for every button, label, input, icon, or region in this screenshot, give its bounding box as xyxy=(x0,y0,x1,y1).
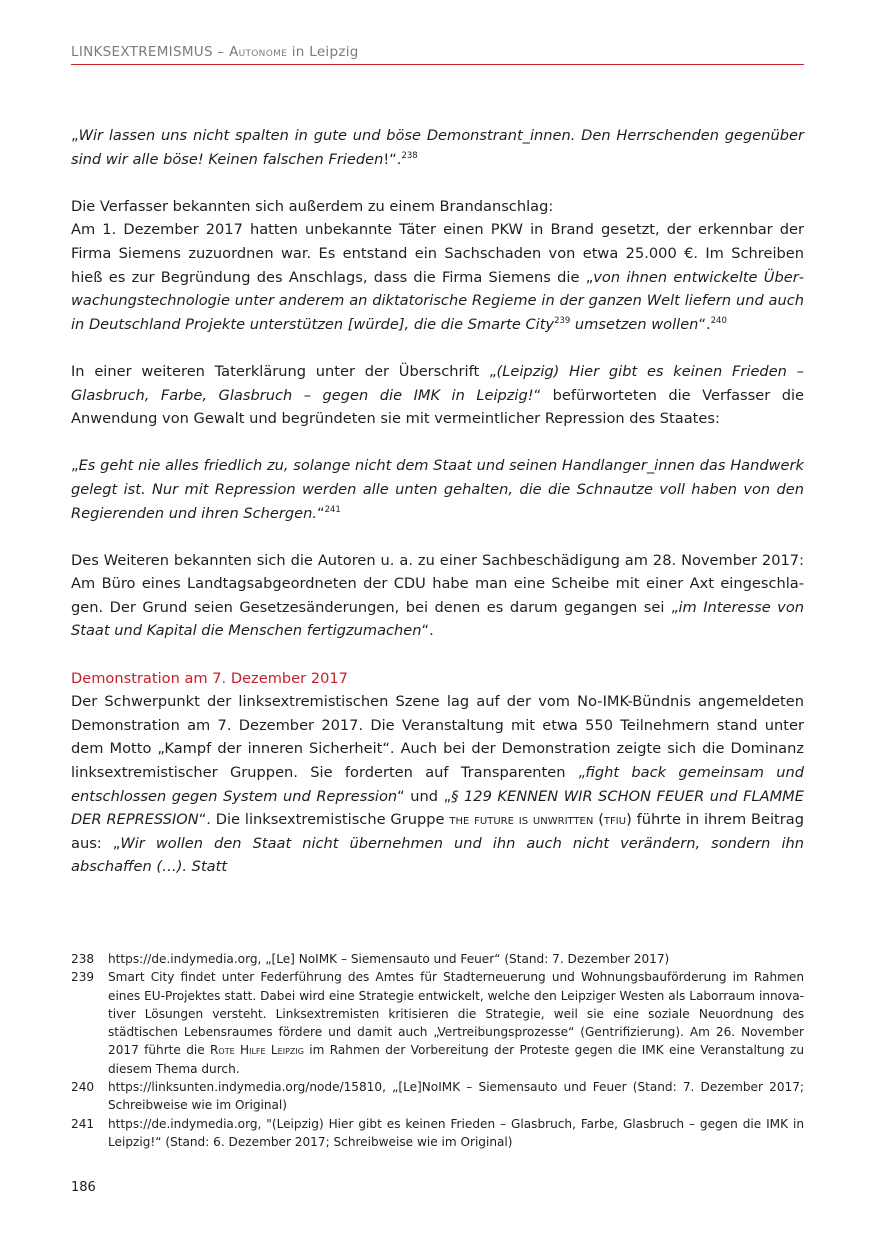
footnote-number: 241 xyxy=(71,1116,95,1131)
footnote-238 xyxy=(71,950,804,968)
quote-text: Wir lassen uns nicht spalten in gute und böse Demonstrant_innen. Den Herrschenden gegenüber sind wir alle böse! Keinen falschen Frieden xyxy=(71,127,804,168)
footnote-ref-240[interactable]: 240 xyxy=(710,315,727,326)
header-title-sep: – xyxy=(212,44,230,60)
footnote-241 xyxy=(71,1115,804,1152)
quote-text: von ihnen entwickelte Überwachungstechnologie unter anderem an diktatorische Regieme in der ganzen Welt liefern und auch in Deutschland Projekte unterstützen [würde], die die Smarte City xyxy=(71,268,804,333)
footnote-ref-239[interactable]: 239 xyxy=(554,315,571,326)
quote-text: Es geht nie alles friedlich zu, solange nicht dem Staat und seinen Handlanger_innen das Handwerk gelegt ist. Nur mit Repression werden alle unten gehalten, die die Schnautze voll haben von den Regierenden und ihren Schergen. xyxy=(71,457,804,522)
page-number: 186 xyxy=(71,1180,96,1195)
quote-text: umsetzen wollen xyxy=(570,315,699,333)
footnote-text: https://de.indymedia.org, „[Le] NoIMK – Siemensauto und Feuer“ (Stand: 7. Dezember 2017) xyxy=(108,952,670,966)
quote-text: § 129 KENNEN WIR SCHON FEUER und FLAMME DER REPRESSION xyxy=(71,787,804,829)
header-title-rest: in Leipzig xyxy=(287,44,359,60)
org-name-smallcaps: Rote Hilfe Leipzig xyxy=(210,1043,304,1058)
footnote-239 xyxy=(71,968,804,1078)
footnote-text: Smart City findet unter Federführung des Amtes für Stadterneuerung und Wohnungsbauförderung im Rahmen eines EU-Projektes statt. Dabei wird eine Strategie entwickelt, welche den Leipziger Westen als Laborraum innovativer Lösungen versteht. Linksextremisten kritisieren die Strategie, weil sie eine soziale Neuordnung des städtischen Lebensraumes fördere und damit auch „Vertreibungsprozesse“ (Gentrifizierung). Am 26. November 2017 führte die Rote Hilfe Leipzig im Rahmen der Vorbereitung der Proteste gegen die IMK eine Veranstaltung zu diesem Thema durch. xyxy=(108,970,804,1076)
group-name-smallcaps: the future is unwritten xyxy=(449,811,594,829)
footnote-240 xyxy=(71,1078,804,1115)
header-title-smallcaps: Autonome xyxy=(229,44,288,60)
quote-text: im Interesse von Staat und Kapital die Menschen fertigzumachen xyxy=(71,598,804,640)
paragraph-quote-1: „Wir lassen uns nicht spalten in gute und böse Demonstrant_innen. Den Herrschenden gegenüber sind wir alle böse! Keinen falschen Frieden!“.$^{238}$ xyxy=(71,127,804,168)
header-title-main: LINKSEXTREMISMUS xyxy=(71,44,213,60)
section-heading: Demonstration am 7. Dezember 2017 xyxy=(71,669,348,687)
footnote-number: 239 xyxy=(71,970,95,985)
paragraph-intro: Die Verfasser bekannten sich außerdem zu einem Brandanschlag: xyxy=(71,197,554,215)
footnote-number: 240 xyxy=(71,1080,95,1095)
quote-text: (Leipzig) Hier gibt es keinen Frieden – Glasbruch, Farbe, Glasbruch – gegen die IMK in Leipzig! xyxy=(71,362,804,404)
footnote-ref-238[interactable]: 238 xyxy=(401,150,418,161)
footnote-text: https://de.indymedia.org, "(Leipzig) Hier gibt es keinen Frieden – Glasbruch, Farbe, Glasbruch – gegen die IMK in Leipzig!“ (Stand: 6. Dezember 2017; Schreibweise wie im Original) xyxy=(108,1116,804,1149)
group-abbrev-smallcaps: tfiu xyxy=(603,811,627,829)
paragraph-brandanschlag: Am 1. Dezember 2017 hatten unbekannte Täter einen PKW in Brand gesetzt, der erkennbar der Firma Siemens zuzuordnen war. Es entstand ein Sachschaden von etwa 25.000 €. Im Schreiben hieß es zur Begründung des Anschlags, dass die Firma Siemens die „von ihnen entwickelte Überwachungstechnologie unter anderem an diktatorische Regieme in der ganzen Welt liefern und auch in Deutschland Projekte unterstützen [würde], die die Smarte City$^{239}$ umsetzen wollen“.$^{240}$ xyxy=(71,221,804,333)
document-page xyxy=(71,0,804,1241)
paragraph-sachbeschaedigung: Des Weiteren bekannten sich die Autoren u. a. zu einer Sachbeschädigung am 28. November 2017: Am Büro eines Landtagsabgeordneten der CDU habe man eine Scheibe mit einer Axt eingeschlagen. Der Grund seien Gesetzesänderungen, bei denen es darum gegangen sei „im Interesse von Staat und Kapital die Menschen fertigzumachen“. xyxy=(71,551,804,640)
footnote-number: 238 xyxy=(71,952,95,966)
quote-text: fight back gemeinsam und entschlossen gegen System und Repression xyxy=(71,764,805,805)
footnotes xyxy=(71,950,804,1151)
quote-text: Wir wollen den Staat nicht übernehmen und ihn auch nicht verändern, sondern ihn abschaffen (…). Statt xyxy=(71,834,804,876)
paragraph-taterklaerung: In einer weiteren Taterklärung unter der Überschrift „(Leipzig) Hier gibt es keinen Frieden – Glasbruch, Farbe, Glasbruch – gegen die IMK in Leipzig!“ befürworteten die Verfasser die Anwendung von Gewalt und begründeten sie mit vermeintlicher Repression des Staates: xyxy=(71,362,805,428)
paragraph-demonstration: Der Schwerpunkt der linksextremistischen Szene lag auf der vom No-IMK-Bündnis angemeldeten Demonstration am 7. Dezember 2017. Die Veranstaltung mit etwa 550 Teilnehmern stand unter dem Motto „Kampf der inneren Sicherheit“. Auch bei der Demonstration zeigte sich die Dominanz linksextremistischer Gruppen. Sie forderten auf Transparenten „fight back gemeinsam und entschlossen gegen System und Repression“ und „§ 129 KENNEN WIR SCHON FEUER und FLAMME DER REPRESSION“. Die linksextremistische Gruppe the future is unwritten (tfiu) führte in ihrem Beitrag aus: „Wir wollen den Staat nicht übernehmen und ihn auch nicht verändern, sondern ihn abschaffen (…). Statt xyxy=(71,693,805,876)
running-header xyxy=(71,44,804,65)
body-text xyxy=(71,124,804,879)
footnote-ref-241[interactable]: 241 xyxy=(324,504,341,515)
footnote-text: https://linksunten.indymedia.org/node/15810, „[Le]NoIMK – Siemensauto und Feuer (Stand: 7. Dezember 2017; Schreibweise wie im Original) xyxy=(108,1080,804,1113)
paragraph-quote-2: „Es geht nie alles friedlich zu, solange nicht dem Staat und seinen Handlanger_innen das Handwerk gelegt ist. Nur mit Repression werden alle unten gehalten, die die Schnautze voll haben von den Regierenden und ihren Schergen.“$^{241}$ xyxy=(71,457,804,522)
